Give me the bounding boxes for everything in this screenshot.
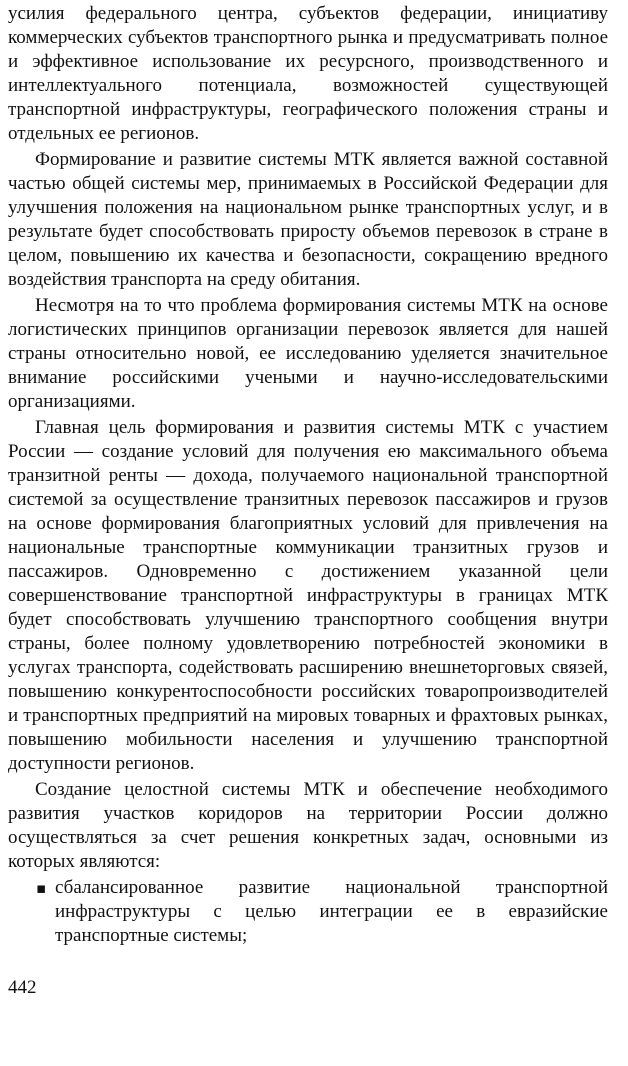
paragraph: Главная цель формирования и развития системы МТК с участием России — создание условий для получения ею максимального объема транзитной ренты — дохода, получаемого национальной транспортной системой за осуществление транзитных перевозок пассажиров и грузов на основе формирования благоприятных условий для привлечения на национальные транспортные коммуникации транзитных грузов и пассажиров. Одновременно с достижением указанной цели совершенствование транспортной инфраструктуры в границах МТК будет способствовать улучшению транспортного сообщения внутри страны, более полному удовлетворению потребностей экономики в услугах транспорта, содействовать расширению внешнеторговых связей, повышению конкурентоспособности российских товаропроизводителей и транспортных предприятий на мировых товарных и фрахтовых рынках, повышению мобильности населения и улучшению транспортной доступности регионов. xyxy=(8,417,608,774)
paragraph: Формирование и развитие системы МТК является важной составной частью общей системы мер, принимаемых в Российской Федерации для улучшения положения на национальном рынке транспортных услуг, и в результате будет способствовать приросту объемов перевозок в стране в целом, повышению их качества и безопасности, сокращению вредного воздействия транспорта на среду обитания. xyxy=(8,149,608,290)
page-number: 442 xyxy=(8,977,37,998)
paragraph: Создание целостной системы МТК и обеспечение необходимого развития участков коридоров на территории России должно осуществляться за счет решения конкретных задач, основными из которых являются: xyxy=(8,779,608,872)
list-item-text: сбалансированное развитие национальной транспортной инфраструктуры с целью интеграции ее в евразийские транспортные системы; xyxy=(55,877,608,946)
bullet-icon: ▪ xyxy=(36,879,47,897)
paragraph-continued: усилия федерального центра, субъектов федерации, инициативу коммерческих субъектов транспортного рынка и предусматривать полное и эффективное использование их ресурсного, производственного и интеллектуального потенциала, возможностей существующей транспортной инфраструктуры, географического положения страны и отдельных ее регионов. xyxy=(8,3,608,144)
paragraph: Несмотря на то что проблема формирования системы МТК на основе логистических принципов организации перевозок является для нашей страны относительно новой, ее исследованию уделяется значительное внимание российскими учеными и научно-исследовательскими организациями. xyxy=(8,295,608,412)
list-item xyxy=(8,876,608,948)
task-list xyxy=(8,876,608,948)
